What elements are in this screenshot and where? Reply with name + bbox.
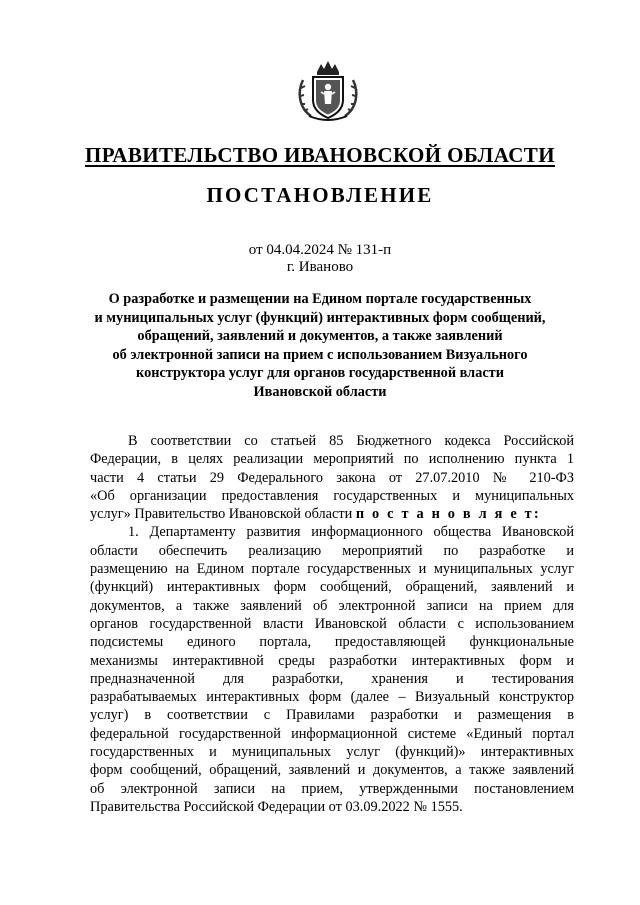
subject-line: обращений, заявлений и документов, а также заявлений bbox=[137, 328, 503, 344]
body-line: форм сообщений, обращений, заявлений и документов, а также заявлений bbox=[90, 762, 574, 779]
body-line: подсистемы единого портала, предоставляющей функциональные bbox=[90, 634, 574, 651]
body-line: предназначенной для разработки, хранения и тестирования bbox=[90, 670, 574, 687]
body-line-text: услуг» Правительство Ивановской области bbox=[90, 506, 353, 523]
body-line: механизмы интерактивной среды разработки интерактивных форм и bbox=[90, 652, 574, 669]
date-and-number: от 04.04.2024 № 131-п bbox=[248, 242, 392, 258]
subject-line: конструктора услуг для органов государственной власти bbox=[136, 365, 504, 381]
decree-keyword-colon: : bbox=[533, 506, 539, 523]
subject-line: об электронной записи на прием с использованием Визуального bbox=[112, 346, 528, 363]
coat-of-arms-emblem bbox=[295, 58, 361, 122]
body-line: документов, а также заявлений об электронной записи на прием для bbox=[90, 597, 574, 614]
decree-subject bbox=[60, 290, 580, 401]
government-title-text: ПРАВИТЕЛЬСТВО ИВАНОВСКОЙ ОБЛАСТИ bbox=[85, 143, 555, 167]
city: г. Иваново bbox=[286, 259, 354, 275]
body-line: об электронной записи на прием, утвержденными постановлением bbox=[90, 780, 574, 797]
body-line: части 4 статьи 29 Федерального закона от 27.07.2010 № 210-ФЗ bbox=[90, 469, 574, 486]
subject-line: и муниципальных услуг (функций) интерактивных форм сообщений, bbox=[94, 309, 546, 326]
body-line: Федерации, в целях реализации мероприятий по исполнению пункта 1 bbox=[90, 451, 574, 468]
body-line: 1. Департаменту развития информационного общества Ивановской bbox=[128, 524, 574, 541]
government-title bbox=[60, 140, 580, 170]
body-line bbox=[90, 505, 574, 523]
body-line: услуг) в соответствии с Правилами разработки и размещения в bbox=[90, 707, 574, 724]
subject-line: Ивановской области bbox=[253, 383, 387, 400]
subject-line: О разработке и размещении на Едином портале государственных bbox=[108, 291, 532, 307]
decree-body bbox=[90, 432, 574, 816]
body-line: государственных и муниципальных услуг (функций)» интерактивных bbox=[90, 744, 574, 761]
decree-keyword: п о с т а н о в л я е т bbox=[355, 506, 534, 523]
body-line: разрабатываемых интерактивных форм (далее – Визуальный конструктор bbox=[90, 689, 574, 706]
body-line: Правительства Российской Федерации от 03.09.2022 № 1555. bbox=[90, 798, 463, 815]
body-line: размещению на Едином портале государственных и муниципальных услуг bbox=[90, 561, 574, 578]
body-line: «Об организации предоставления государственных и муниципальных bbox=[90, 487, 574, 504]
body-line: (функций) интерактивных форм сообщений, обращений, заявлений и bbox=[90, 579, 574, 596]
document-type: ПОСТАНОВЛЕНИЕ bbox=[206, 183, 434, 207]
body-line: органов государственной власти Ивановской области с использованием bbox=[90, 615, 574, 632]
body-line: области обеспечить реализацию мероприятий по разработке и bbox=[90, 542, 574, 559]
body-line: федеральной государственной информационной системе «Единый портал bbox=[90, 725, 574, 742]
body-line: В соответствии со статьей 85 Бюджетного кодекса Российской bbox=[128, 433, 574, 449]
